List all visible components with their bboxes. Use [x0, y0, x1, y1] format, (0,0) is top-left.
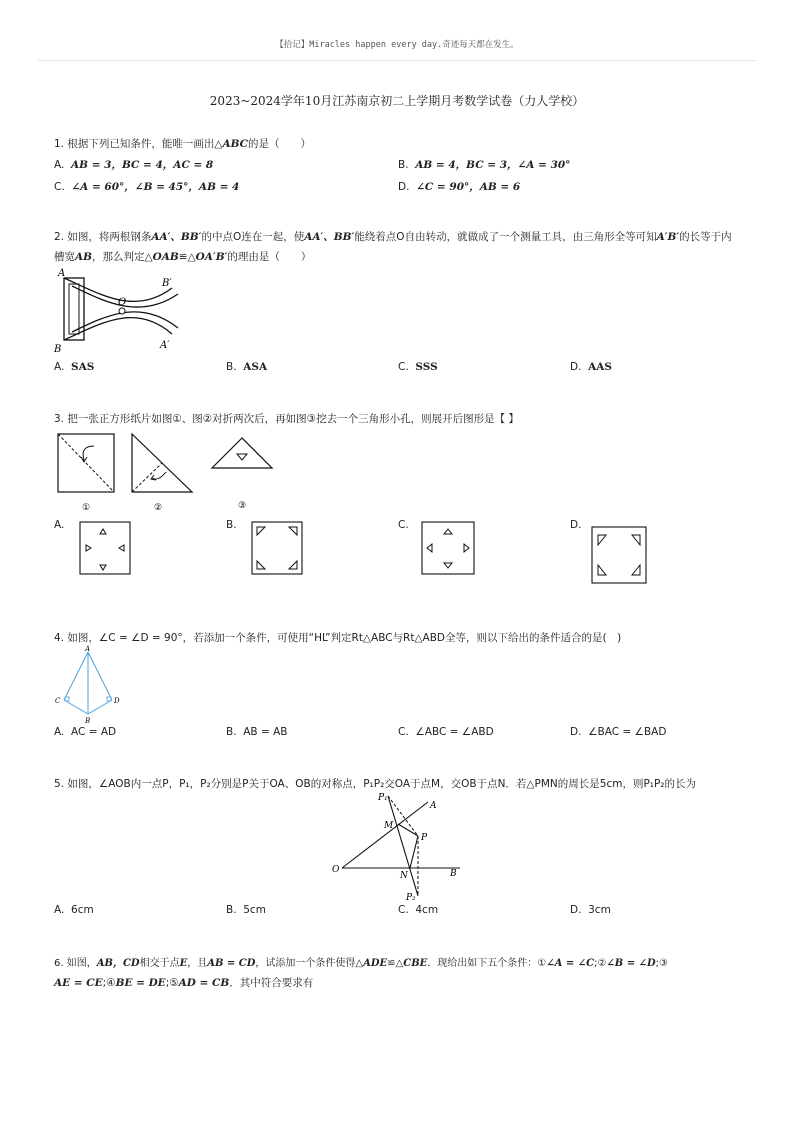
q6-t5: ≌△ [387, 958, 404, 969]
q6-m1: AB，CD [96, 958, 140, 969]
q6-t6: ．现给出如下五个条件：① [427, 958, 547, 969]
header-divider [38, 60, 756, 61]
q2-option-c[interactable] [398, 361, 438, 373]
q3-option-d-letter[interactable]: D. [570, 519, 582, 531]
q2-figure-caliper [50, 264, 200, 358]
q1-option-b-letter: B. [398, 159, 409, 171]
q5-option-c[interactable] [398, 904, 438, 916]
q6-t7: ;② [594, 958, 607, 969]
q3-caption-1: ① [82, 503, 91, 513]
q1-stem-tail: 的是（ ） [248, 138, 312, 150]
q3-option-b-letter[interactable]: B. [226, 519, 237, 531]
q4-option-c[interactable] [398, 726, 494, 738]
q6-t10: ;⑤ [165, 977, 179, 989]
q5-label-p2: P₂ [406, 893, 416, 903]
q4-figure-triangles [50, 644, 130, 726]
q2-option-b[interactable] [226, 361, 267, 373]
q2-label-b: B [54, 344, 62, 355]
question-1-stem [54, 136, 311, 151]
q5-figure-angle [326, 788, 472, 904]
q2-label-a: A [58, 268, 66, 279]
q4-option-a[interactable] [54, 726, 116, 738]
q5-opt-b-text: 5cm [243, 904, 266, 916]
q5-label-b: B [450, 869, 457, 879]
q2-opt-d-text: AAS [588, 361, 613, 373]
q1-option-a-text: AB = 3，BC = 4，AC = 8 [71, 159, 214, 171]
q6-m6: ∠A = ∠C [546, 958, 595, 969]
q3-option-c-figure[interactable] [420, 520, 476, 576]
q6-t1: 6. 如图， [54, 958, 97, 969]
q1-option-c-text: ∠A = 60°，∠B = 45°，AB = 4 [71, 181, 240, 193]
q2-opt-a-text: SAS [71, 361, 95, 373]
q1-option-d[interactable] [398, 179, 520, 194]
q5-label-o: O [332, 865, 340, 875]
q6-m7: ∠B = ∠D [606, 958, 656, 969]
q4-label-c: C [55, 697, 61, 705]
q2-t4: 的长等于内 [679, 231, 732, 243]
q5-option-a[interactable] [54, 904, 94, 916]
q5-label-n: N [400, 871, 408, 881]
q2-option-a[interactable] [54, 361, 94, 373]
question-5-stem: 5. 如图，∠AOB内一点P，P₁，P₂分别是P关于OA、OB的对称点，P₁P₂交OA于点M，交OB于点N．若△PMN的周长是5cm，则P₁P₂的长为 [54, 778, 697, 790]
q6-m5: CBE [403, 958, 428, 969]
q4-opt-a-text: AC = AD [71, 726, 117, 738]
question-2-stem-line1 [54, 229, 732, 244]
q6-m4: ADE [363, 958, 388, 969]
q6-t2: 相交于点 [139, 958, 180, 969]
q4-option-b[interactable] [226, 726, 287, 738]
q1-option-a-letter: A. [54, 159, 65, 171]
q4-opt-b-text: AB = AB [243, 726, 288, 738]
q6-m3: AB = CD [207, 958, 256, 969]
q2-t1: 2. 如图，将两根钢条 [54, 231, 152, 243]
q2-m6: OA′B′ [195, 251, 228, 263]
q6-t3: ，且 [187, 958, 208, 969]
q6-m8: AE = CE [54, 977, 103, 989]
question-2-stem-line2 [54, 249, 311, 264]
question-6-stem-line1 [54, 954, 668, 969]
q3-option-d-figure[interactable] [590, 525, 650, 585]
q5-label-m: M [384, 821, 394, 831]
q2-opt-c-text: SSS [415, 361, 438, 373]
q6-t8: ;③ [655, 958, 668, 969]
question-3-stem: 3. 把一张正方形纸片如图①、图②对折两次后，再如图③挖去一个三角形小孔，则展开后图形是【 】 [54, 413, 519, 425]
q2-m4: AB [75, 251, 93, 263]
q1-option-c[interactable] [54, 179, 239, 194]
q1-option-b[interactable] [398, 157, 570, 172]
page-header-note: 【拾记】Miracles happen every day.奇迹每天都在发生。 [275, 40, 519, 50]
q2-m2: AA′、BB′ [304, 231, 355, 243]
q6-m9: BE = DE [115, 977, 166, 989]
q5-opt-d-text: 3cm [588, 904, 611, 916]
q4-opt-b-letter: B. [226, 726, 237, 738]
q4-opt-d-text: ∠BAC = ∠BAD [588, 726, 667, 738]
q1-stem-text: 1. 根据下列已知条件，能唯一画出△ [54, 138, 223, 150]
q3-option-b-figure[interactable] [250, 520, 304, 576]
q6-m10: AD = CB [178, 977, 230, 989]
q2-m5: OAB [152, 251, 179, 263]
q2-opt-b-letter: B. [226, 361, 237, 373]
q2-label-aprime: A′ [160, 340, 170, 351]
q4-opt-a-letter: A. [54, 726, 65, 738]
q2-t8: 的理由是（ ） [227, 251, 312, 263]
q5-opt-a-text: 6cm [71, 904, 94, 916]
q2-opt-d-letter: D. [570, 361, 582, 373]
q3-folding-figures [54, 430, 284, 514]
q5-option-d[interactable] [570, 904, 611, 916]
q2-opt-b-text: ASA [243, 361, 268, 373]
q5-label-a: A [430, 801, 437, 811]
q4-opt-c-letter: C. [398, 726, 409, 738]
q1-option-a[interactable] [54, 157, 213, 172]
q2-m3: A′B′ [656, 231, 680, 243]
q2-option-d[interactable] [570, 361, 612, 373]
q1-option-c-letter: C. [54, 181, 65, 193]
q4-opt-c-text: ∠ABC = ∠ABD [415, 726, 494, 738]
q4-label-b: B [85, 717, 91, 725]
q2-t3: 能绕着点O自由转动，就做成了一个测量工具，由三角形全等可知 [354, 231, 657, 243]
q3-caption-3: ③ [238, 501, 247, 511]
q6-t4: ，试添加一个条件使得△ [255, 958, 364, 969]
q5-opt-c-text: 4cm [415, 904, 439, 916]
q2-t6: ，那么判定△ [92, 251, 153, 263]
q5-opt-a-letter: A. [54, 904, 65, 916]
q2-t5: 槽宽 [54, 251, 75, 263]
q3-option-a-letter[interactable]: A. [54, 519, 65, 531]
q2-opt-a-letter: A. [54, 361, 65, 373]
q3-caption-2: ② [154, 503, 163, 513]
q1-stem-math: ABC [222, 138, 249, 150]
question-4-stem: 4. 如图，∠C = ∠D = 90°，若添加一个条件，可使用“HL”判定Rt△ABC与Rt△ABD全等，则以下给出的条件适合的是( ) [54, 632, 622, 644]
q2-t7: ≌△ [178, 251, 196, 263]
q1-option-d-text: ∠C = 90°，AB = 6 [416, 181, 521, 193]
question-6-stem-line2 [54, 975, 313, 990]
q5-opt-c-letter: C. [398, 904, 409, 916]
q2-label-bprime: B′ [162, 278, 172, 289]
q6-t9: ;④ [102, 977, 116, 989]
q6-m2: E [179, 958, 188, 969]
q4-option-d[interactable] [570, 726, 666, 738]
q5-opt-d-letter: D. [570, 904, 582, 916]
q4-opt-d-letter: D. [570, 726, 582, 738]
q3-option-a-figure[interactable] [78, 520, 132, 576]
q4-label-d: D [114, 697, 120, 705]
q5-opt-b-letter: B. [226, 904, 237, 916]
q5-label-p: P [421, 833, 428, 843]
q6-t11: ．其中符合要求有 [229, 977, 314, 989]
q3-option-c-letter[interactable]: C. [398, 519, 409, 531]
q2-opt-c-letter: C. [398, 361, 409, 373]
q2-m1: AA′、BB′ [151, 231, 202, 243]
page-title: 2023~2024学年10月江苏南京初二上学期月考数学试卷（力人学校） [209, 94, 585, 108]
q5-label-p1: P₁ [378, 793, 388, 803]
q2-t2: 的中点O连在一起，使 [201, 231, 305, 243]
q1-option-b-text: AB = 4，BC = 3，∠A = 30° [415, 159, 571, 171]
q1-option-d-letter: D. [398, 181, 410, 193]
q4-label-a: A [85, 645, 91, 653]
q2-label-o: O [118, 297, 127, 308]
q5-option-b[interactable] [226, 904, 266, 916]
